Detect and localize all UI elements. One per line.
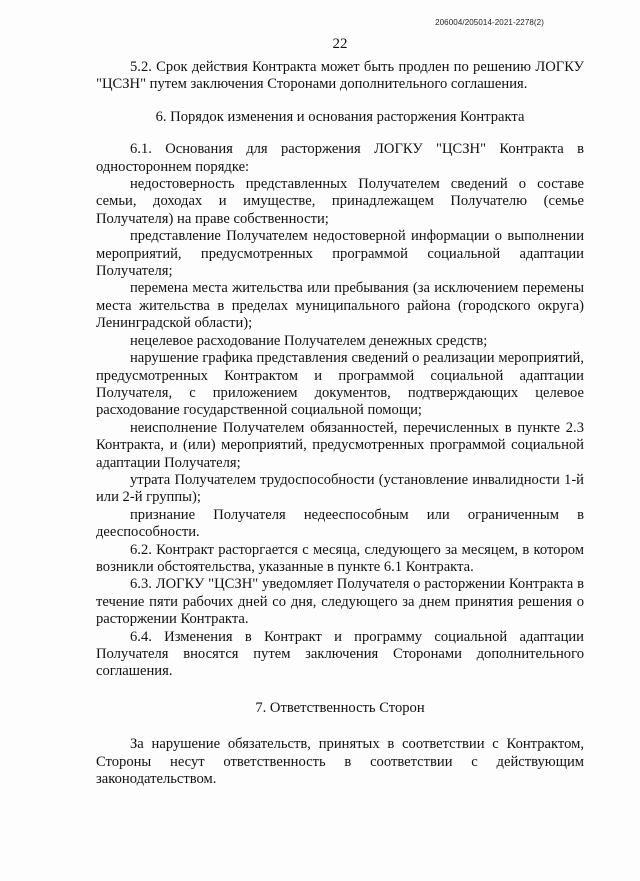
clause-6-1: 6.1. Основания для расторжения ЛОГКУ "ЦСЗН" Контракта в одностороннем порядке: xyxy=(96,141,584,175)
clause-7-1: За нарушение обязательств, принятых в соответствии с Контрактом, Стороны несут ответственность в соответствии с действующим законодательством. xyxy=(96,736,584,788)
termination-ground-8: признание Получателя недееспособным или ограниченным в дееспособности. xyxy=(96,506,584,541)
clause-6-2: 6.2. Контракт расторгается с месяца, следующего за месяцем, в котором возникли обстоятельства, указанные в пункте 6.1 Контракта. xyxy=(96,541,584,575)
document-id: 206004/205014-2021-2278(2) xyxy=(435,18,544,27)
termination-ground-2: представление Получателем недостоверной информации о выполнении мероприятий, предусмотренных программой социальной адаптации Получателя; xyxy=(96,228,584,280)
section-6-heading: 6. Порядок изменения и основания расторжения Контракта xyxy=(155,108,525,125)
termination-ground-5: нарушение графика представления сведений о реализации мероприятий, предусмотренных Контрактом и программой социальной адаптации Получателя, с приложением документов, подтверждающих целевое расходование государственной социальной помощи; xyxy=(96,350,584,419)
section-7-heading: 7. Ответственность Сторон xyxy=(255,699,425,716)
clause-5-2: 5.2. Срок действия Контракта может быть продлен по решению ЛОГКУ "ЦСЗН" путем заключения Сторонами дополнительного соглашения. xyxy=(96,59,584,93)
termination-ground-7: утрата Получателем трудоспособности (установление инвалидности 1-й или 2-й группы); xyxy=(96,471,584,506)
document-body xyxy=(96,59,584,788)
termination-ground-1: недостоверность представленных Получателем сведений о составе семьи, доходах и имуществе, принадлежащем Получателю (семье Получателя) на праве собственности; xyxy=(96,176,584,227)
clause-6-4: 6.4. Изменения в Контракт и программу социальной адаптации Получателя вносятся путем заключения Сторонами дополнительного соглашения. xyxy=(96,628,584,680)
termination-ground-4: нецелевое расходование Получателем денежных средств; xyxy=(130,332,488,349)
termination-ground-6: неисполнение Получателем обязанностей, перечисленных в пункте 2.3 Контракта, и (или) мероприятий, предусмотренных программой социальной адаптации Получателя; xyxy=(96,419,584,471)
page-number: 22 xyxy=(332,36,348,52)
clause-6-3: 6.3. ЛОГКУ "ЦСЗН" уведомляет Получателя о расторжении Контракта в течение пяти рабочих дней со дня, следующего за днем принятия решения о расторжении Контракта. xyxy=(96,576,584,628)
termination-ground-3: перемена места жительства или пребывания (за исключением перемены места жительства в пределах муниципального района (городского округа) Ленинградской области); xyxy=(96,280,584,332)
